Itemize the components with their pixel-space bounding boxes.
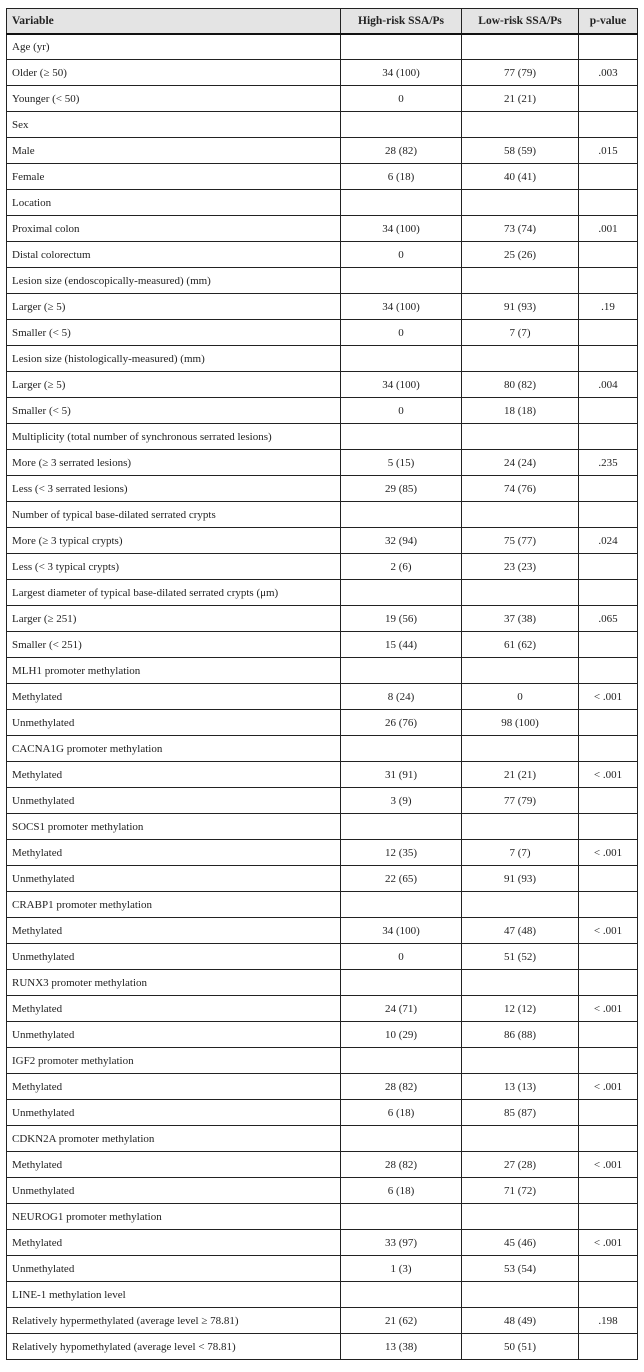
table-row: [7, 476, 638, 502]
table-row: [7, 710, 638, 736]
cell-high-risk: [341, 658, 462, 684]
table-row: [7, 1178, 638, 1204]
table-row: [7, 1282, 638, 1308]
cell-p-value: [579, 1256, 638, 1282]
cell-variable: CRABP1 promoter methylation: [7, 892, 341, 918]
table-row: [7, 320, 638, 346]
cell-low-risk: 50 (51): [462, 1334, 579, 1360]
cell-low-risk: 77 (79): [462, 60, 579, 86]
table-row: [7, 424, 638, 450]
cell-p-value: < .001: [579, 996, 638, 1022]
cell-variable: Methylated: [7, 1230, 341, 1256]
cell-high-risk: 6 (18): [341, 1100, 462, 1126]
table-row: [7, 1074, 638, 1100]
cell-high-risk: [341, 424, 462, 450]
cell-variable: LINE-1 methylation level: [7, 1282, 341, 1308]
cell-high-risk: 29 (85): [341, 476, 462, 502]
cell-low-risk: 47 (48): [462, 918, 579, 944]
table-row: [7, 996, 638, 1022]
cell-p-value: [579, 424, 638, 450]
cell-low-risk: 27 (28): [462, 1152, 579, 1178]
table-row: [7, 892, 638, 918]
cell-p-value: [579, 164, 638, 190]
cell-low-risk: [462, 190, 579, 216]
cell-variable: Smaller (< 5): [7, 398, 341, 424]
cell-p-value: [579, 736, 638, 762]
cell-variable: Methylated: [7, 996, 341, 1022]
cell-high-risk: [341, 502, 462, 528]
cell-variable: Proximal colon: [7, 216, 341, 242]
cell-low-risk: 91 (93): [462, 294, 579, 320]
cell-p-value: [579, 398, 638, 424]
cell-variable: Unmethylated: [7, 944, 341, 970]
cell-low-risk: 21 (21): [462, 762, 579, 788]
table-row: [7, 762, 638, 788]
cell-low-risk: [462, 580, 579, 606]
table-row: [7, 1230, 638, 1256]
cell-high-risk: [341, 580, 462, 606]
cell-variable: Less (< 3 serrated lesions): [7, 476, 341, 502]
cell-variable: Unmethylated: [7, 1178, 341, 1204]
cell-p-value: .015: [579, 138, 638, 164]
cell-variable: Relatively hypermethylated (average level ≥ 78.81): [7, 1308, 341, 1334]
cell-high-risk: 0: [341, 86, 462, 112]
cell-p-value: .003: [579, 60, 638, 86]
cell-high-risk: 12 (35): [341, 840, 462, 866]
cell-p-value: [579, 814, 638, 840]
cell-high-risk: 28 (82): [341, 1152, 462, 1178]
cell-p-value: [579, 502, 638, 528]
cell-high-risk: 0: [341, 320, 462, 346]
cell-low-risk: 53 (54): [462, 1256, 579, 1282]
cell-variable: Male: [7, 138, 341, 164]
table-row: [7, 164, 638, 190]
table-row: [7, 398, 638, 424]
cell-variable: More (≥ 3 serrated lesions): [7, 450, 341, 476]
cell-variable: Smaller (< 5): [7, 320, 341, 346]
table-header: [7, 9, 638, 34]
cell-variable: Smaller (< 251): [7, 632, 341, 658]
cell-low-risk: 85 (87): [462, 1100, 579, 1126]
table-row: [7, 1204, 638, 1230]
cell-p-value: [579, 1178, 638, 1204]
table-row: [7, 528, 638, 554]
cell-low-risk: [462, 1048, 579, 1074]
cell-high-risk: 32 (94): [341, 528, 462, 554]
cell-high-risk: 15 (44): [341, 632, 462, 658]
cell-variable: Younger (< 50): [7, 86, 341, 112]
cell-p-value: [579, 866, 638, 892]
cell-p-value: [579, 970, 638, 996]
cell-p-value: [579, 788, 638, 814]
cell-low-risk: [462, 1282, 579, 1308]
cell-high-risk: [341, 1282, 462, 1308]
table-row: [7, 1022, 638, 1048]
cell-variable: SOCS1 promoter methylation: [7, 814, 341, 840]
cell-p-value: [579, 892, 638, 918]
cell-p-value: < .001: [579, 1152, 638, 1178]
cell-p-value: [579, 268, 638, 294]
cell-p-value: [579, 34, 638, 60]
cell-variable: Larger (≥ 5): [7, 294, 341, 320]
table-row: [7, 450, 638, 476]
table-row: [7, 112, 638, 138]
cell-low-risk: [462, 502, 579, 528]
cell-variable: Methylated: [7, 918, 341, 944]
cell-low-risk: 40 (41): [462, 164, 579, 190]
cell-high-risk: [341, 346, 462, 372]
cell-p-value: [579, 242, 638, 268]
table-row: [7, 736, 638, 762]
cell-variable: Older (≥ 50): [7, 60, 341, 86]
table-row: [7, 840, 638, 866]
table-body: [7, 34, 638, 1360]
cell-variable: MLH1 promoter methylation: [7, 658, 341, 684]
cell-variable: Location: [7, 190, 341, 216]
cell-high-risk: 10 (29): [341, 1022, 462, 1048]
cell-variable: Age (yr): [7, 34, 341, 60]
table-row: [7, 658, 638, 684]
cell-p-value: .19: [579, 294, 638, 320]
cell-variable: Lesion size (endoscopically-measured) (mm): [7, 268, 341, 294]
cell-high-risk: 0: [341, 944, 462, 970]
table-row: [7, 268, 638, 294]
cell-p-value: < .001: [579, 918, 638, 944]
table-row: [7, 788, 638, 814]
header-row: [7, 9, 638, 34]
cell-p-value: [579, 1126, 638, 1152]
cell-variable: Sex: [7, 112, 341, 138]
cell-variable: NEUROG1 promoter methylation: [7, 1204, 341, 1230]
cell-variable: Unmethylated: [7, 788, 341, 814]
cell-variable: Number of typical base-dilated serrated crypts: [7, 502, 341, 528]
cell-low-risk: [462, 970, 579, 996]
cell-low-risk: [462, 346, 579, 372]
cell-p-value: [579, 1022, 638, 1048]
cell-low-risk: 61 (62): [462, 632, 579, 658]
table-row: [7, 1126, 638, 1152]
cell-high-risk: 28 (82): [341, 138, 462, 164]
cell-low-risk: 51 (52): [462, 944, 579, 970]
cell-high-risk: 13 (38): [341, 1334, 462, 1360]
cell-p-value: < .001: [579, 684, 638, 710]
cell-p-value: .004: [579, 372, 638, 398]
cell-variable: Lesion size (histologically-measured) (mm): [7, 346, 341, 372]
cell-variable: More (≥ 3 typical crypts): [7, 528, 341, 554]
cell-high-risk: 34 (100): [341, 372, 462, 398]
cell-low-risk: [462, 34, 579, 60]
cell-low-risk: 25 (26): [462, 242, 579, 268]
cell-low-risk: 18 (18): [462, 398, 579, 424]
table-row: [7, 216, 638, 242]
cell-low-risk: 48 (49): [462, 1308, 579, 1334]
table-row: [7, 606, 638, 632]
cell-high-risk: 34 (100): [341, 60, 462, 86]
cell-variable: Less (< 3 typical crypts): [7, 554, 341, 580]
table-row: [7, 580, 638, 606]
table-row: [7, 242, 638, 268]
cell-low-risk: [462, 112, 579, 138]
cell-low-risk: 7 (7): [462, 320, 579, 346]
table-row: [7, 1048, 638, 1074]
cell-low-risk: [462, 814, 579, 840]
cell-p-value: .198: [579, 1308, 638, 1334]
cell-high-risk: [341, 1048, 462, 1074]
cell-low-risk: 77 (79): [462, 788, 579, 814]
cell-p-value: [579, 632, 638, 658]
cell-variable: Methylated: [7, 1074, 341, 1100]
cell-low-risk: 12 (12): [462, 996, 579, 1022]
cell-high-risk: 6 (18): [341, 164, 462, 190]
cell-low-risk: [462, 736, 579, 762]
table-row: [7, 684, 638, 710]
cell-variable: Unmethylated: [7, 1022, 341, 1048]
cell-low-risk: 21 (21): [462, 86, 579, 112]
table-row: [7, 1308, 638, 1334]
cell-low-risk: [462, 1126, 579, 1152]
cell-variable: Unmethylated: [7, 866, 341, 892]
cell-low-risk: 24 (24): [462, 450, 579, 476]
cell-high-risk: [341, 34, 462, 60]
cell-variable: Methylated: [7, 684, 341, 710]
header-p-value: p-value: [579, 9, 638, 34]
cell-variable: Female: [7, 164, 341, 190]
cell-high-risk: 22 (65): [341, 866, 462, 892]
table-row: [7, 86, 638, 112]
cell-high-risk: 3 (9): [341, 788, 462, 814]
cell-low-risk: 80 (82): [462, 372, 579, 398]
table-row: [7, 60, 638, 86]
cell-low-risk: 58 (59): [462, 138, 579, 164]
cell-high-risk: 33 (97): [341, 1230, 462, 1256]
cell-p-value: [579, 86, 638, 112]
cell-variable: CACNA1G promoter methylation: [7, 736, 341, 762]
cell-p-value: [579, 658, 638, 684]
cell-high-risk: 6 (18): [341, 1178, 462, 1204]
cell-variable: Relatively hypomethylated (average level < 78.81): [7, 1334, 341, 1360]
cell-p-value: < .001: [579, 840, 638, 866]
cell-low-risk: 7 (7): [462, 840, 579, 866]
cell-high-risk: 2 (6): [341, 554, 462, 580]
table-row: [7, 1152, 638, 1178]
cell-variable: IGF2 promoter methylation: [7, 1048, 341, 1074]
table-row: [7, 970, 638, 996]
table-row: [7, 1100, 638, 1126]
data-table: [6, 8, 638, 1360]
table-row: [7, 372, 638, 398]
cell-low-risk: 86 (88): [462, 1022, 579, 1048]
cell-variable: Methylated: [7, 1152, 341, 1178]
cell-p-value: < .001: [579, 1230, 638, 1256]
cell-high-risk: [341, 190, 462, 216]
table-row: [7, 502, 638, 528]
cell-low-risk: [462, 424, 579, 450]
cell-high-risk: 0: [341, 398, 462, 424]
cell-low-risk: 71 (72): [462, 1178, 579, 1204]
cell-p-value: < .001: [579, 762, 638, 788]
cell-high-risk: [341, 1126, 462, 1152]
cell-p-value: [579, 476, 638, 502]
cell-low-risk: 75 (77): [462, 528, 579, 554]
table-row: [7, 346, 638, 372]
cell-low-risk: [462, 268, 579, 294]
cell-p-value: [579, 190, 638, 216]
cell-low-risk: [462, 658, 579, 684]
cell-p-value: [579, 944, 638, 970]
cell-low-risk: [462, 892, 579, 918]
table-row: [7, 34, 638, 60]
cell-variable: Larger (≥ 5): [7, 372, 341, 398]
cell-p-value: [579, 112, 638, 138]
cell-low-risk: 98 (100): [462, 710, 579, 736]
cell-p-value: [579, 1282, 638, 1308]
cell-p-value: < .001: [579, 1074, 638, 1100]
header-variable: Variable: [7, 9, 341, 34]
cell-low-risk: 73 (74): [462, 216, 579, 242]
cell-p-value: [579, 1334, 638, 1360]
table-row: [7, 1334, 638, 1360]
cell-high-risk: 31 (91): [341, 762, 462, 788]
cell-p-value: .024: [579, 528, 638, 554]
cell-p-value: .065: [579, 606, 638, 632]
cell-high-risk: [341, 1204, 462, 1230]
cell-low-risk: 91 (93): [462, 866, 579, 892]
cell-high-risk: 24 (71): [341, 996, 462, 1022]
cell-p-value: [579, 320, 638, 346]
table-row: [7, 944, 638, 970]
cell-p-value: [579, 1100, 638, 1126]
table-row: [7, 632, 638, 658]
cell-high-risk: [341, 814, 462, 840]
cell-high-risk: 0: [341, 242, 462, 268]
cell-variable: CDKN2A promoter methylation: [7, 1126, 341, 1152]
cell-high-risk: 5 (15): [341, 450, 462, 476]
cell-high-risk: 34 (100): [341, 294, 462, 320]
cell-high-risk: 1 (3): [341, 1256, 462, 1282]
cell-variable: Unmethylated: [7, 710, 341, 736]
cell-variable: Unmethylated: [7, 1256, 341, 1282]
cell-p-value: [579, 580, 638, 606]
table-row: [7, 294, 638, 320]
cell-low-risk: 37 (38): [462, 606, 579, 632]
cell-variable: Methylated: [7, 840, 341, 866]
table-row: [7, 1256, 638, 1282]
cell-variable: Largest diameter of typical base-dilated serrated crypts (μm): [7, 580, 341, 606]
cell-high-risk: 28 (82): [341, 1074, 462, 1100]
cell-variable: RUNX3 promoter methylation: [7, 970, 341, 996]
cell-high-risk: [341, 736, 462, 762]
cell-high-risk: [341, 268, 462, 294]
header-high-risk: High-risk SSA/Ps: [341, 9, 462, 34]
cell-high-risk: [341, 112, 462, 138]
table-row: [7, 554, 638, 580]
cell-high-risk: 19 (56): [341, 606, 462, 632]
table-row: [7, 918, 638, 944]
table-row: [7, 138, 638, 164]
cell-p-value: .235: [579, 450, 638, 476]
cell-high-risk: 34 (100): [341, 216, 462, 242]
cell-p-value: [579, 710, 638, 736]
cell-variable: Larger (≥ 251): [7, 606, 341, 632]
cell-high-risk: 8 (24): [341, 684, 462, 710]
cell-low-risk: 45 (46): [462, 1230, 579, 1256]
header-low-risk: Low-risk SSA/Ps: [462, 9, 579, 34]
table-row: [7, 866, 638, 892]
cell-low-risk: 13 (13): [462, 1074, 579, 1100]
table-row: [7, 190, 638, 216]
cell-low-risk: [462, 1204, 579, 1230]
cell-high-risk: 21 (62): [341, 1308, 462, 1334]
cell-p-value: [579, 1048, 638, 1074]
cell-variable: Unmethylated: [7, 1100, 341, 1126]
cell-low-risk: 23 (23): [462, 554, 579, 580]
cell-low-risk: 0: [462, 684, 579, 710]
cell-high-risk: 26 (76): [341, 710, 462, 736]
cell-p-value: [579, 1204, 638, 1230]
cell-low-risk: 74 (76): [462, 476, 579, 502]
cell-variable: Methylated: [7, 762, 341, 788]
cell-p-value: [579, 554, 638, 580]
cell-high-risk: [341, 892, 462, 918]
cell-variable: Distal colorectum: [7, 242, 341, 268]
cell-variable: Multiplicity (total number of synchronous serrated lesions): [7, 424, 341, 450]
cell-high-risk: [341, 970, 462, 996]
table-container: [6, 8, 637, 1360]
cell-p-value: [579, 346, 638, 372]
cell-p-value: .001: [579, 216, 638, 242]
cell-high-risk: 34 (100): [341, 918, 462, 944]
table-row: [7, 814, 638, 840]
